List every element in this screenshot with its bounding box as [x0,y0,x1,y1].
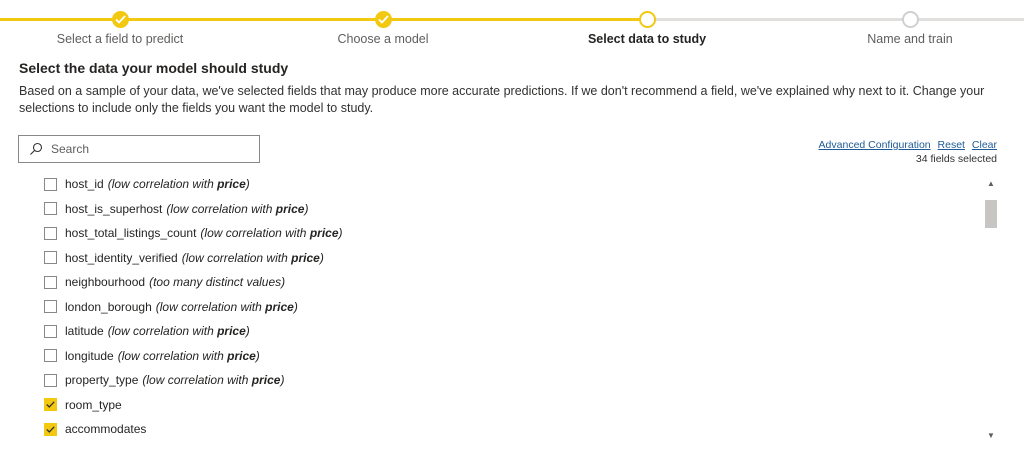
list-item[interactable] [44,197,974,222]
field-checkbox[interactable] [44,374,57,387]
list-item[interactable] [44,221,974,246]
check-icon [46,426,55,433]
field-name: latitude [65,324,104,339]
step-4-label: Name and train [867,32,953,46]
check-icon [46,401,55,408]
field-name: host_id [65,177,104,192]
field-note: (low correlation with price) [117,348,260,363]
field-checkbox-checked[interactable] [44,398,57,411]
field-checkbox[interactable] [44,325,57,338]
check-icon [378,15,389,24]
field-note: (too many distinct values) [149,275,286,290]
step-1-label[interactable]: Select a field to predict [56,32,184,46]
step-1-complete-marker [112,11,129,28]
field-note: (low correlation with price) [200,226,343,241]
field-name: host_total_listings_count [65,226,197,241]
list-item[interactable] [44,368,974,393]
step-2-label[interactable]: Choose a model [337,32,429,46]
step-2-complete-marker [375,11,392,28]
field-name: host_identity_verified [65,250,178,265]
field-checkbox[interactable] [44,251,57,264]
list-item[interactable] [44,344,974,369]
field-checkbox[interactable] [44,178,57,191]
clear-link[interactable]: Clear [971,139,997,151]
chevron-down-icon[interactable]: ▼ [987,431,995,440]
stepper-track-pending [648,18,1024,21]
field-name: neighbourhood [65,275,146,290]
list-scrollbar[interactable] [985,178,997,442]
field-note: (low correlation with price) [107,177,250,192]
field-name: london_borough [65,299,152,314]
check-icon [115,15,126,24]
page-description: Based on a sample of your data, we've selected fields that may produce more accurate predictions. If we don't recommend a field, we've explained why next to it. Change your selections to include only the fields you want the model to study. [19,84,985,115]
field-checkbox[interactable] [44,276,57,289]
chevron-up-icon[interactable]: ▲ [987,179,995,188]
step-4-pending-marker [902,11,919,28]
list-item[interactable] [44,172,974,197]
page-title: Select the data your model should study [19,60,289,76]
stepper-track-complete [0,18,648,21]
field-note: (low correlation with price) [107,324,250,339]
field-note: (low correlation with price) [155,299,298,314]
wizard-stepper [0,0,1024,50]
list-item[interactable] [44,270,974,295]
list-item[interactable] [44,319,974,344]
list-item[interactable] [44,295,974,320]
field-name: host_is_superhost [65,201,163,216]
reset-link[interactable]: Reset [937,139,965,151]
step-3-label: Select data to study [587,32,707,46]
selected-count: 34 fields selected [915,153,997,165]
field-name: room_type [65,397,122,412]
field-actions [815,139,997,165]
field-note: (low correlation with price) [181,250,324,265]
field-checkbox[interactable] [44,300,57,313]
field-checkbox[interactable] [44,202,57,215]
search-input[interactable] [51,142,241,156]
search-box[interactable] [18,135,260,163]
field-name: longitude [65,348,114,363]
field-note: (low correlation with price) [166,201,309,216]
field-note: (low correlation with price) [142,373,285,388]
field-name: property_type [65,373,139,388]
list-item[interactable] [44,417,974,442]
field-checkbox[interactable] [44,227,57,240]
field-name: accommodates [65,422,147,437]
field-list [44,172,974,449]
search-icon [29,142,43,156]
advanced-configuration-link[interactable]: Advanced Configuration [818,139,931,151]
list-item[interactable] [44,246,974,271]
field-checkbox-checked[interactable] [44,423,57,436]
field-checkbox[interactable] [44,349,57,362]
step-3-current-marker [639,11,656,28]
scroll-thumb[interactable] [985,200,997,228]
list-item[interactable] [44,393,974,418]
